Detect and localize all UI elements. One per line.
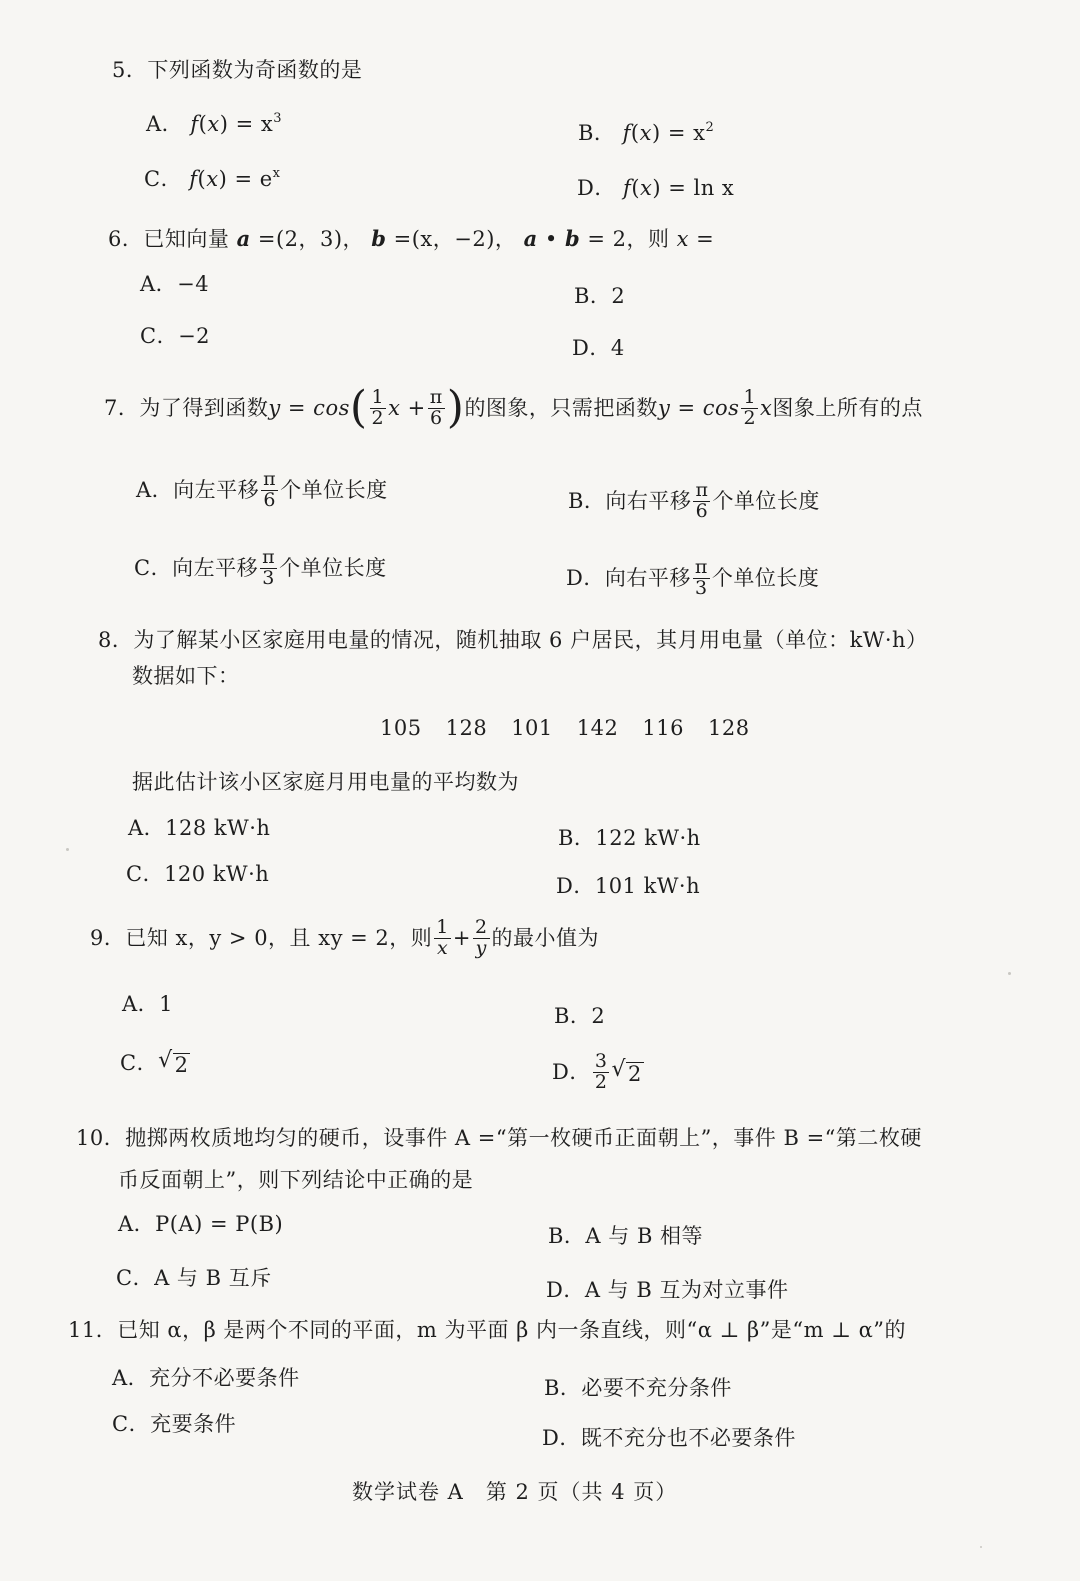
q8-option-d: D．101 kW·h xyxy=(556,874,701,898)
q9-plus: + xyxy=(452,925,471,950)
q7-d-pre: D．向右平移 xyxy=(566,565,691,590)
q7-b-pre: B．向右平移 xyxy=(568,488,692,513)
q8-data-3: 101 xyxy=(511,716,553,740)
q5-a-rhs: = x xyxy=(235,112,274,136)
scan-speck xyxy=(980,1546,982,1548)
q8-data-5: 116 xyxy=(642,716,684,740)
q8-stem-line2: 数据如下： xyxy=(132,664,240,688)
q9-pre: 9．已知 x，y > 0，且 xy = 2，则 xyxy=(90,925,433,950)
q11-option-c: C．充要条件 xyxy=(112,1412,237,1436)
q8-data-1: 105 xyxy=(380,716,422,740)
q7-f1-num: 1 xyxy=(371,385,385,408)
q7-f2-den: 6 xyxy=(429,406,443,429)
q9-f2-num: 2 xyxy=(474,916,488,938)
q7-c-fraction xyxy=(260,548,277,589)
q7-b-fraction xyxy=(693,481,710,522)
q9-option-c xyxy=(120,1050,190,1077)
q8-stem-line1: 8．为了解某小区家庭用电量的情况，随机抽取 6 户居民，其月用电量（单位：kW·h） xyxy=(98,628,928,652)
q5-option-a: A． $f(x) = x^3$ xyxy=(146,111,282,136)
q7-option-d xyxy=(566,558,819,599)
q5-b-rhs: = x xyxy=(667,121,706,145)
q5-d-f: f xyxy=(623,176,632,200)
q8-option-c: C．120 kW·h xyxy=(126,862,270,886)
q6-vector-b: b xyxy=(371,226,387,251)
q9-option-b: B．2 xyxy=(554,1004,606,1028)
q6-ask: x = xyxy=(676,227,715,251)
q5-b-label: B． xyxy=(578,121,616,145)
q8-option-b: B．122 kW·h xyxy=(558,826,701,850)
q7-a-den: 6 xyxy=(263,488,276,511)
q7-number: 7． xyxy=(104,395,140,420)
q9-option-d xyxy=(552,1052,644,1093)
q6-option-b: B．2 xyxy=(574,284,626,308)
scan-speck xyxy=(66,848,69,851)
q10-option-a: A．P(A) = P(B) xyxy=(118,1212,284,1236)
q7-a-fraction xyxy=(261,470,278,511)
q9-f1-num: 1 xyxy=(436,916,449,938)
q5-a-label: A． xyxy=(146,112,184,136)
q10-stem-line1: 10．抛掷两枚质地均匀的硬币，设事件 A =“第一枚硬币正面朝上”，事件 B =“第二枚硬 xyxy=(76,1126,922,1150)
q9-f2-den: y xyxy=(475,936,487,959)
q6-number: 6． xyxy=(108,227,144,251)
q10-option-d: D．A 与 B 互为对立事件 xyxy=(546,1278,789,1302)
q7-option-c xyxy=(134,548,387,589)
q5-c-exp: x xyxy=(272,166,281,181)
q7-b-den: 6 xyxy=(695,499,709,522)
q7-d-den: 3 xyxy=(695,576,708,599)
q6-option-d: D．4 xyxy=(572,336,625,360)
q10-option-b: B．A 与 B 相等 xyxy=(548,1224,704,1248)
q7-option-a xyxy=(136,470,388,511)
q6-dot-rhs: = 2，则 xyxy=(580,227,677,251)
q7-f3-den: 2 xyxy=(743,406,757,429)
q6-vector-a-value: =(2，3)， xyxy=(250,227,365,251)
q7-b-post: 个单位长度 xyxy=(712,488,820,513)
q7-fraction-2 xyxy=(428,385,445,429)
q5-b-exp: 2 xyxy=(705,120,715,135)
q7-fraction-1 xyxy=(370,385,387,429)
q7-a-post: 个单位长度 xyxy=(280,477,388,502)
q6-stem xyxy=(108,228,714,250)
q9-d-sqrt xyxy=(611,1056,643,1086)
q7-post: 图象上所有的点 xyxy=(772,395,923,420)
q5-d-label: D． xyxy=(577,176,616,200)
q6-option-a: A．−4 xyxy=(140,272,210,296)
q7-y1: y = cos xyxy=(268,395,350,420)
q7-pre: 为了得到函数 xyxy=(139,395,269,420)
q5-c-label: C． xyxy=(144,167,183,191)
scan-speck xyxy=(1008,972,1011,975)
q9-d-den: 2 xyxy=(594,1070,608,1093)
q5-c-var: x xyxy=(206,167,219,191)
q11-stem: 11．已知 α，β 是两个不同的平面，m 为平面 β 内一条直线，则“α ⊥ β”是“m ⊥ α”的 xyxy=(68,1318,907,1342)
q7-d-post: 个单位长度 xyxy=(711,565,820,590)
q6-vector-a: a xyxy=(236,226,251,251)
q5-option-d: D． f(x) = ln x xyxy=(577,176,735,200)
q9-stem xyxy=(90,918,599,959)
q5-a-f: f xyxy=(190,112,199,136)
q7-b-num: π xyxy=(695,479,709,501)
q8-data-row xyxy=(380,718,774,739)
q7-stem xyxy=(104,382,923,433)
q7-d-fraction xyxy=(693,558,710,599)
q9-fraction-1 xyxy=(434,918,451,959)
q9-post: 的最小值为 xyxy=(491,925,600,950)
q9-c-radicand: 2 xyxy=(174,1053,189,1077)
q9-c-sqrt xyxy=(158,1050,190,1077)
q6-prefix: 已知向量 xyxy=(143,227,230,251)
q7-a-pre: A．向左平移 xyxy=(136,477,260,502)
q9-d-radicand: 2 xyxy=(627,1061,642,1086)
q7-y2: y = cos xyxy=(657,395,740,420)
q6-dot-b: b xyxy=(564,226,581,251)
q5-a-exp: 3 xyxy=(273,111,282,126)
q5-a-var: x xyxy=(207,112,220,136)
q8-question: 据此估计该小区家庭月用电量的平均数为 xyxy=(132,770,519,794)
q5-b-var: x xyxy=(639,121,652,145)
q7-f1-den: 2 xyxy=(371,406,385,429)
page-footer: 数学试卷 A 第 2 页（共 4 页） xyxy=(352,1480,678,1504)
q5-stem: 5．下列函数为奇函数的是 xyxy=(112,58,363,82)
q7-x2: x xyxy=(760,395,773,420)
q7-c-pre: C．向左平移 xyxy=(134,555,259,580)
q7-c-den: 3 xyxy=(262,566,275,589)
q7-d-num: π xyxy=(694,556,708,578)
q8-data-6: 128 xyxy=(707,716,750,740)
sqrt-icon: √ xyxy=(158,1048,173,1073)
q10-stem-line2: 币反面朝上”，则下列结论中正确的是 xyxy=(118,1168,474,1192)
q9-fraction-2 xyxy=(473,918,490,959)
q11-option-d: D．既不充分也不必要条件 xyxy=(542,1426,796,1450)
q9-d-fraction xyxy=(593,1052,610,1093)
q5-c-rhs: = e xyxy=(234,167,273,191)
q7-c-num: π xyxy=(262,546,276,568)
q7-option-b xyxy=(568,481,820,522)
q5-b-f: f xyxy=(622,121,631,145)
sqrt-icon: √ xyxy=(611,1056,626,1082)
q9-f1-den: x xyxy=(436,936,449,959)
q7-fraction-3 xyxy=(741,385,758,429)
q8-option-a: A．128 kW·h xyxy=(128,816,271,840)
q6-vector-b-value: =(x，−2)， xyxy=(386,227,517,251)
q9-c-label: C． xyxy=(120,1051,159,1076)
q6-dot-a: a xyxy=(523,226,538,251)
q11-option-b: B．必要不充分条件 xyxy=(544,1376,732,1400)
q7-a-num: π xyxy=(263,468,277,490)
q7-f3-num: 1 xyxy=(743,385,757,408)
q6-option-c: C．−2 xyxy=(140,324,211,348)
q10-option-c: C．A 与 B 互斥 xyxy=(116,1266,272,1290)
q5-option-c: C． $f(x) = e^x$ xyxy=(144,166,281,191)
q5-c-f: f xyxy=(189,167,198,191)
q7-right-paren: ) xyxy=(446,382,465,433)
q7-c-post: 个单位长度 xyxy=(279,555,387,580)
q8-data-2: 128 xyxy=(445,716,488,740)
q7-f2-num: π xyxy=(429,385,443,408)
q6-dot-symbol: • xyxy=(537,227,565,251)
q5-option-b: B． $f(x) = x^2$ xyxy=(578,120,715,145)
q9-option-a: A．1 xyxy=(122,992,174,1016)
q5-d-rhs: = ln x xyxy=(668,176,735,200)
q8-data-4: 142 xyxy=(576,716,619,740)
q9-d-num: 3 xyxy=(594,1050,608,1072)
q7-left-paren: ( xyxy=(349,382,368,433)
q11-option-a: A．充分不必要条件 xyxy=(112,1366,300,1390)
q7-x-plus: x + xyxy=(388,395,426,420)
q7-mid: 的图象，只需把函数 xyxy=(464,395,658,420)
q9-d-label: D． xyxy=(552,1059,591,1084)
q5-d-var: x xyxy=(640,176,653,200)
